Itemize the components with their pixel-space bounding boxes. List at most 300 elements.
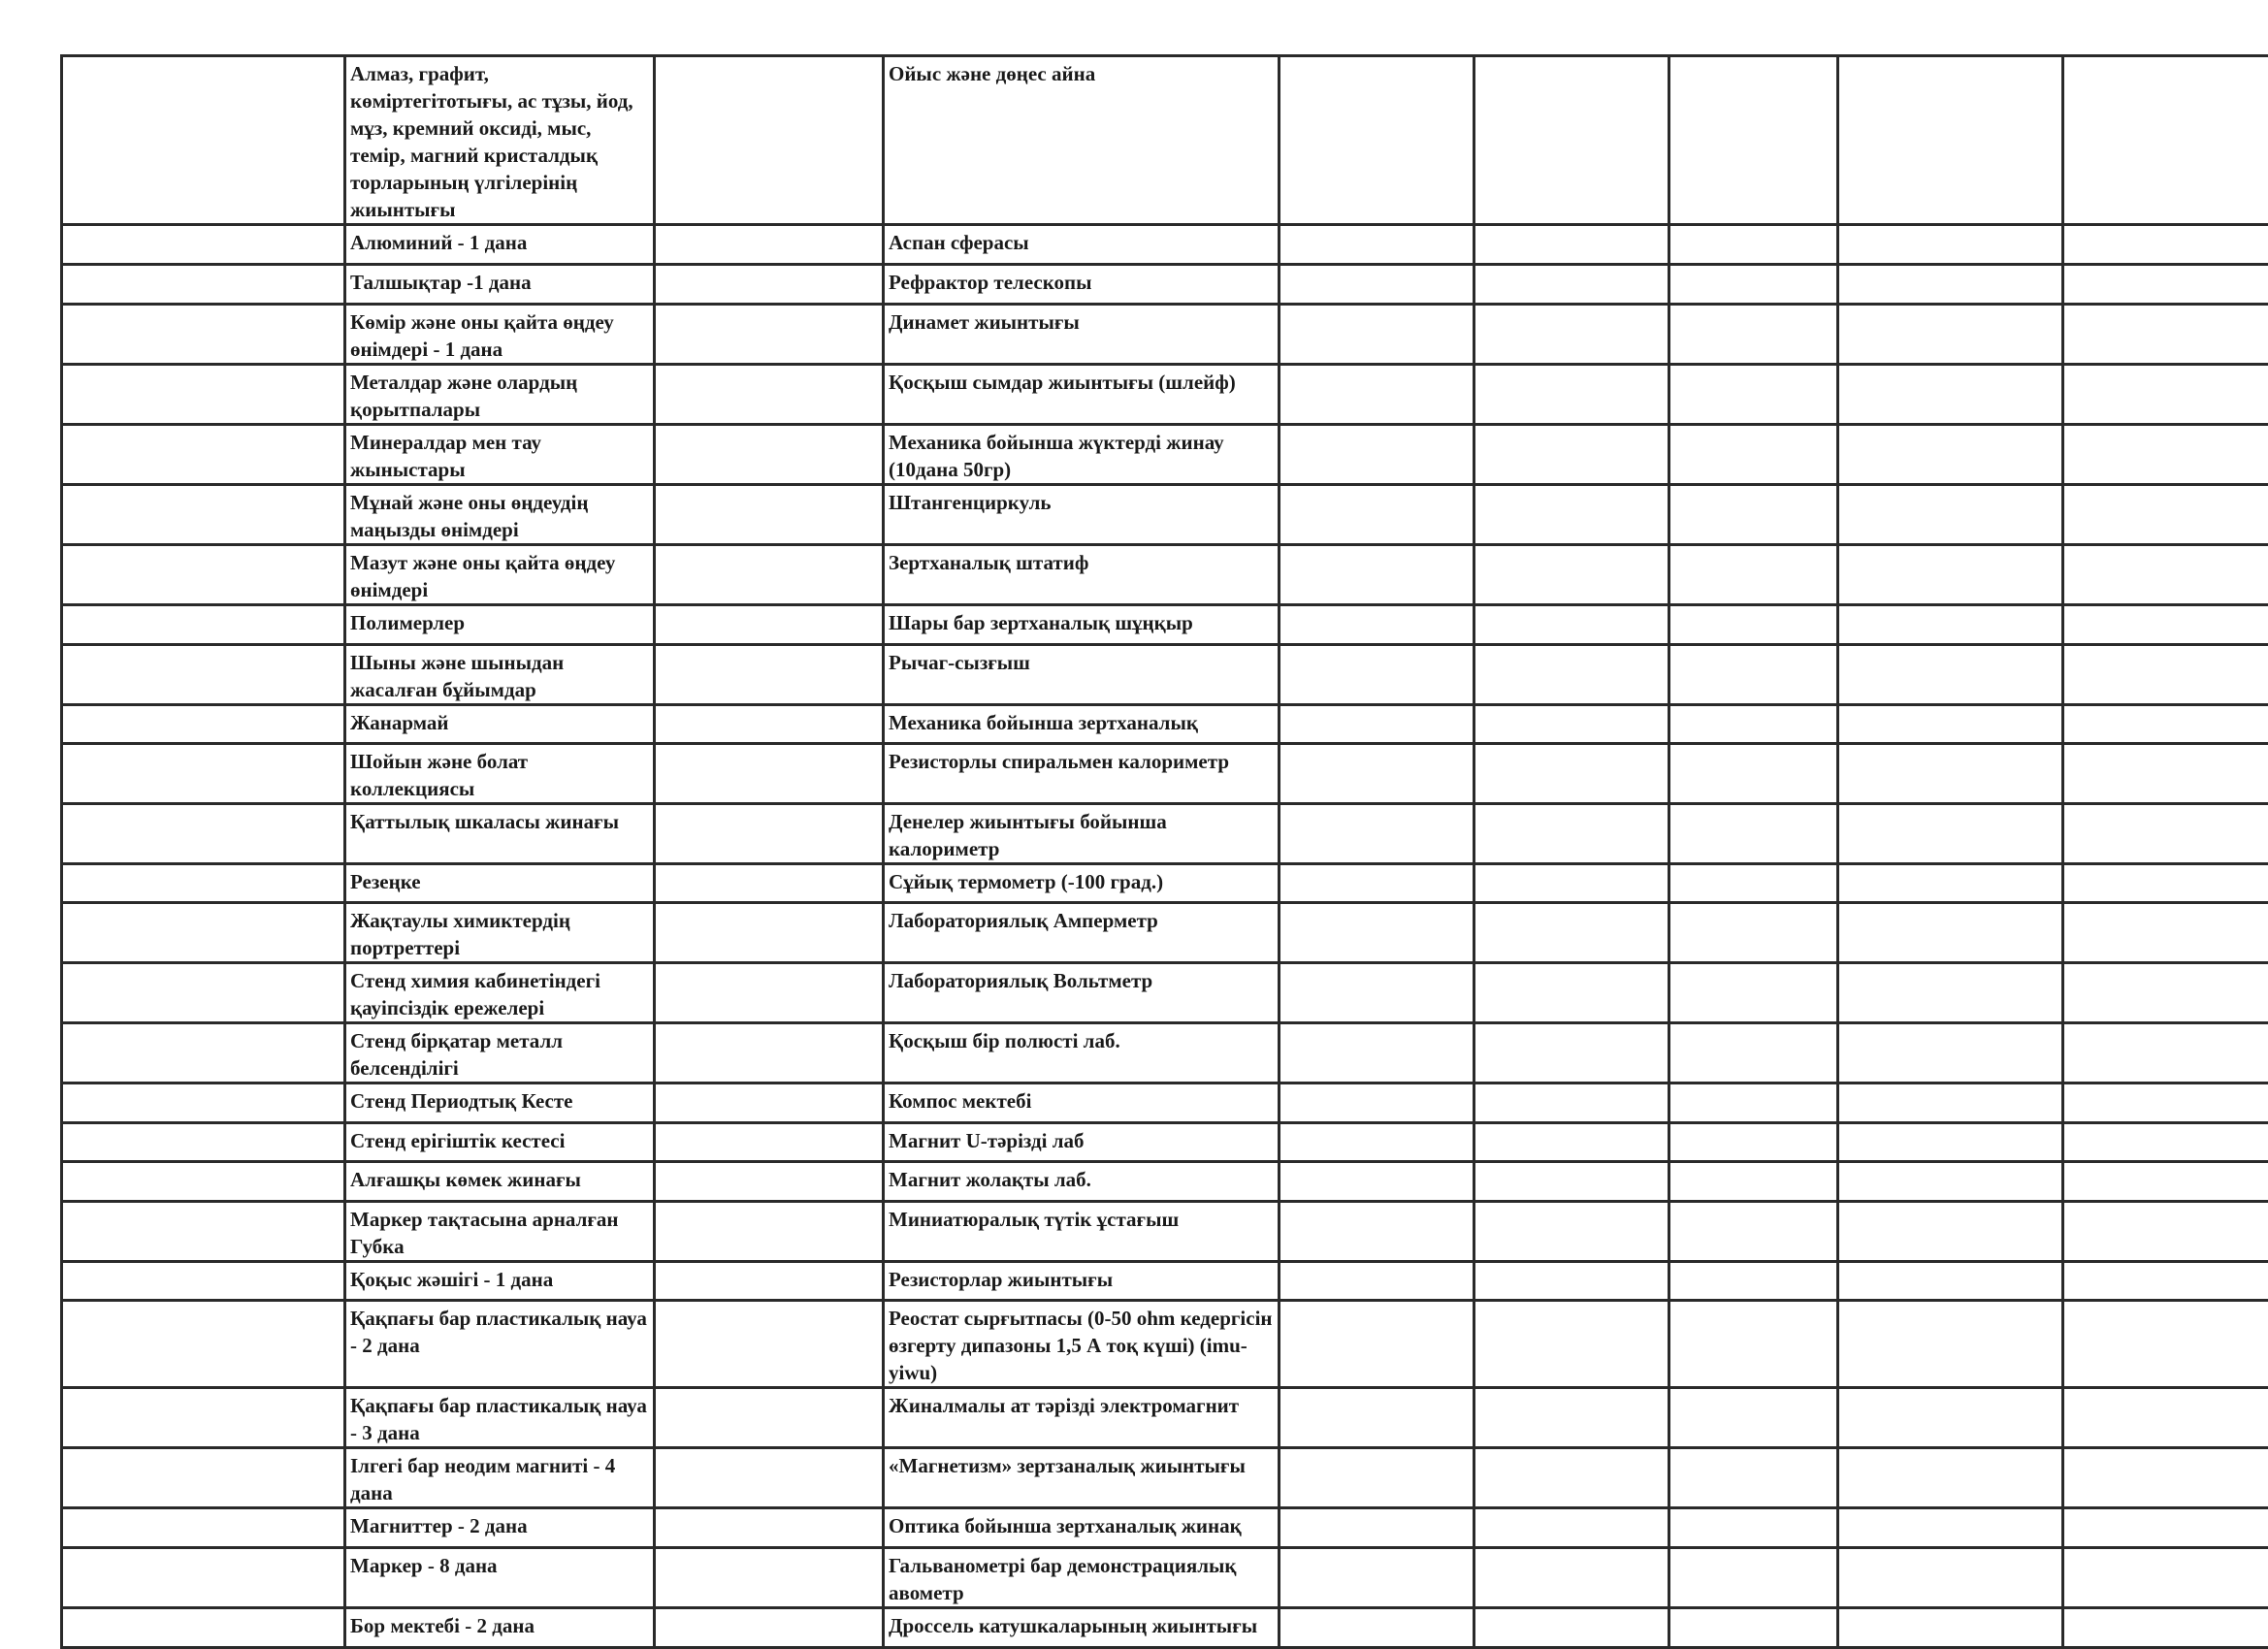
item-name: Металдар және олардың қорытпалары: [350, 369, 649, 423]
item-name-cell: [345, 56, 655, 225]
table-body: [62, 56, 2268, 1648]
empty-cell: [2063, 1023, 2268, 1083]
item-name-cell: [345, 1023, 655, 1083]
empty-cell: [1474, 1548, 1669, 1608]
empty-cell: [1669, 903, 1838, 963]
item-name-cell: [345, 1301, 655, 1388]
empty-cell: [1838, 1508, 2063, 1548]
equipment-name: Ойыс және дөңес айна: [889, 60, 1274, 87]
equipment-name: Магнит жолақты лаб.: [889, 1166, 1274, 1193]
empty-cell: [2063, 605, 2268, 645]
inventory-table: [60, 54, 2268, 1649]
equipment-name: Магнит U-тәрізді лаб: [889, 1127, 1274, 1154]
empty-cell: [2063, 425, 2268, 485]
empty-cell: [1474, 1508, 1669, 1548]
table-row: [62, 225, 2268, 265]
equipment-name: Қосқыш бір полюсті лаб.: [889, 1027, 1274, 1054]
empty-cell: [2063, 1083, 2268, 1123]
item-name-cell: [345, 545, 655, 605]
equipment-name: Динамет жиынтығы: [889, 308, 1274, 336]
empty-cell: [655, 605, 884, 645]
empty-cell: [1838, 963, 2063, 1023]
item-name-cell: [345, 1608, 655, 1648]
equipment-name-cell: [884, 1123, 1280, 1162]
empty-cell: [2063, 1202, 2268, 1262]
equipment-name: Денелер жиынтығы бойынша калориметр: [889, 808, 1274, 862]
empty-cell: [62, 365, 345, 425]
empty-cell: [2063, 1262, 2268, 1301]
item-name: Шойын және болат коллекциясы: [350, 748, 649, 802]
item-name: Резеңке: [350, 868, 649, 895]
equipment-name-cell: [884, 1548, 1280, 1608]
empty-cell: [62, 1448, 345, 1508]
empty-cell: [1669, 645, 1838, 705]
item-name: Маркер тақтасына арналған Губка: [350, 1206, 649, 1260]
empty-cell: [655, 545, 884, 605]
empty-cell: [62, 1388, 345, 1448]
empty-cell: [1669, 1202, 1838, 1262]
item-name: Көмір және оны қайта өңдеу өнімдері - 1 дана: [350, 308, 649, 363]
empty-cell: [2063, 365, 2268, 425]
table-row: [62, 963, 2268, 1023]
empty-cell: [1838, 1123, 2063, 1162]
item-name: Маркер - 8 дана: [350, 1552, 649, 1579]
item-name: Талшықтар -1 дана: [350, 269, 649, 296]
empty-cell: [1838, 705, 2063, 744]
empty-cell: [655, 485, 884, 545]
table-row: [62, 705, 2268, 744]
table-row: [62, 1548, 2268, 1608]
equipment-name-cell: [884, 1508, 1280, 1548]
empty-cell: [1669, 1162, 1838, 1202]
equipment-name: Шары бар зертханалық шұңқыр: [889, 609, 1274, 636]
item-name: Стенд ерігіштік кестесі: [350, 1127, 649, 1154]
table-row: [62, 1301, 2268, 1388]
empty-cell: [62, 1083, 345, 1123]
empty-cell: [2063, 744, 2268, 804]
empty-cell: [2063, 1608, 2268, 1648]
empty-cell: [1669, 1388, 1838, 1448]
equipment-name: Рефрактор телескопы: [889, 269, 1274, 296]
empty-cell: [1474, 605, 1669, 645]
empty-cell: [1669, 605, 1838, 645]
empty-cell: [1474, 903, 1669, 963]
empty-cell: [62, 744, 345, 804]
equipment-name-cell: [884, 1023, 1280, 1083]
empty-cell: [655, 56, 884, 225]
empty-cell: [2063, 903, 2268, 963]
item-name: Стенд бірқатар металл белсенділігі: [350, 1027, 649, 1082]
empty-cell: [1838, 1083, 2063, 1123]
empty-cell: [2063, 1301, 2268, 1388]
item-name-cell: [345, 425, 655, 485]
empty-cell: [2063, 305, 2268, 365]
equipment-name-cell: [884, 705, 1280, 744]
empty-cell: [1838, 56, 2063, 225]
item-name: Мұнай және оны өңдеудің маңызды өнімдері: [350, 489, 649, 543]
item-name: Ілгегі бар неодим магниті - 4 дана: [350, 1452, 649, 1506]
empty-cell: [1280, 864, 1474, 903]
empty-cell: [62, 1023, 345, 1083]
table-row: [62, 903, 2268, 963]
empty-cell: [1669, 305, 1838, 365]
empty-cell: [1280, 744, 1474, 804]
equipment-name-cell: [884, 744, 1280, 804]
equipment-name-cell: [884, 605, 1280, 645]
item-name: Жақтаулы химиктердің портреттері: [350, 907, 649, 961]
equipment-name-cell: [884, 1162, 1280, 1202]
table-row: [62, 305, 2268, 365]
equipment-name-cell: [884, 425, 1280, 485]
empty-cell: [1838, 1388, 2063, 1448]
empty-cell: [1474, 56, 1669, 225]
empty-cell: [655, 705, 884, 744]
table-row: [62, 1508, 2268, 1548]
equipment-name: Зертханалық штатиф: [889, 549, 1274, 576]
empty-cell: [1280, 1608, 1474, 1648]
item-name: Стенд химия кабинетіндегі қауіпсіздік ережелері: [350, 967, 649, 1021]
table-row: [62, 1608, 2268, 1648]
equipment-name-cell: [884, 225, 1280, 265]
item-name: Қаттылық шкаласы жинағы: [350, 808, 649, 835]
equipment-name: Аспан сферасы: [889, 229, 1274, 256]
table-row: [62, 1023, 2268, 1083]
item-name-cell: [345, 265, 655, 305]
empty-cell: [1280, 225, 1474, 265]
empty-cell: [1838, 903, 2063, 963]
empty-cell: [655, 864, 884, 903]
table-row: [62, 485, 2268, 545]
empty-cell: [1474, 1608, 1669, 1648]
empty-cell: [1280, 645, 1474, 705]
equipment-name-cell: [884, 1202, 1280, 1262]
empty-cell: [1474, 545, 1669, 605]
item-name-cell: [345, 744, 655, 804]
empty-cell: [62, 1508, 345, 1548]
empty-cell: [1280, 425, 1474, 485]
equipment-name-cell: [884, 1448, 1280, 1508]
empty-cell: [1669, 1508, 1838, 1548]
item-name-cell: [345, 1548, 655, 1608]
table-row: [62, 545, 2268, 605]
empty-cell: [2063, 485, 2268, 545]
empty-cell: [1474, 1162, 1669, 1202]
empty-cell: [1474, 1448, 1669, 1508]
item-name-cell: [345, 645, 655, 705]
item-name-cell: [345, 1123, 655, 1162]
empty-cell: [62, 1123, 345, 1162]
empty-cell: [2063, 1548, 2268, 1608]
item-name-cell: [345, 705, 655, 744]
empty-cell: [1838, 645, 2063, 705]
equipment-name: Дроссель катушкаларының жиынтығы: [889, 1612, 1274, 1639]
empty-cell: [1669, 225, 1838, 265]
item-name-cell: [345, 225, 655, 265]
empty-cell: [655, 1202, 884, 1262]
empty-cell: [62, 1608, 345, 1648]
empty-cell: [1838, 1202, 2063, 1262]
empty-cell: [1669, 705, 1838, 744]
empty-cell: [1838, 1162, 2063, 1202]
empty-cell: [1280, 1508, 1474, 1548]
empty-cell: [1669, 545, 1838, 605]
empty-cell: [1838, 1023, 2063, 1083]
empty-cell: [62, 1202, 345, 1262]
table-row: [62, 56, 2268, 225]
equipment-name-cell: [884, 1262, 1280, 1301]
empty-cell: [62, 1262, 345, 1301]
equipment-name-cell: [884, 265, 1280, 305]
empty-cell: [2063, 1388, 2268, 1448]
empty-cell: [1474, 963, 1669, 1023]
equipment-name-cell: [884, 1301, 1280, 1388]
item-name-cell: [345, 305, 655, 365]
empty-cell: [1838, 225, 2063, 265]
empty-cell: [1280, 305, 1474, 365]
equipment-name: «Магнетизм» зертзаналық жиынтығы: [889, 1452, 1274, 1479]
equipment-name: Қосқыш сымдар жиынтығы (шлейф): [889, 369, 1274, 396]
equipment-name-cell: [884, 545, 1280, 605]
item-name-cell: [345, 903, 655, 963]
empty-cell: [62, 425, 345, 485]
empty-cell: [1838, 1548, 2063, 1608]
equipment-name: Резисторлар жиынтығы: [889, 1266, 1274, 1293]
table-row: [62, 1262, 2268, 1301]
item-name: Полимерлер: [350, 609, 649, 636]
empty-cell: [2063, 56, 2268, 225]
empty-cell: [1474, 804, 1669, 864]
table-row: [62, 1202, 2268, 1262]
item-name: Қақпағы бар пластикалық науа - 3 дана: [350, 1392, 649, 1446]
empty-cell: [2063, 1508, 2268, 1548]
empty-cell: [1669, 485, 1838, 545]
table-row: [62, 1083, 2268, 1123]
empty-cell: [1838, 804, 2063, 864]
empty-cell: [1669, 864, 1838, 903]
equipment-name: Реостат сырғытпасы (0-50 ohm кедергісін өзгерту дипазоны 1,5 А тоқ күші) (imu-yiwu): [889, 1305, 1274, 1386]
empty-cell: [1280, 485, 1474, 545]
empty-cell: [1280, 1083, 1474, 1123]
empty-cell: [1280, 56, 1474, 225]
item-name: Стенд Периодтық Кесте: [350, 1087, 649, 1115]
empty-cell: [655, 305, 884, 365]
equipment-name-cell: [884, 1388, 1280, 1448]
empty-cell: [62, 1162, 345, 1202]
empty-cell: [1280, 1301, 1474, 1388]
empty-cell: [1838, 365, 2063, 425]
item-name: Мазут және оны қайта өңдеу өнімдері: [350, 549, 649, 603]
item-name-cell: [345, 1162, 655, 1202]
empty-cell: [1280, 705, 1474, 744]
empty-cell: [1474, 744, 1669, 804]
equipment-name: Оптика бойынша зертханалық жинақ: [889, 1512, 1274, 1539]
empty-cell: [1838, 1262, 2063, 1301]
item-name: Алюминий - 1 дана: [350, 229, 649, 256]
empty-cell: [62, 605, 345, 645]
empty-cell: [655, 265, 884, 305]
empty-cell: [1474, 1083, 1669, 1123]
equipment-name-cell: [884, 365, 1280, 425]
empty-cell: [1474, 1301, 1669, 1388]
equipment-name-cell: [884, 305, 1280, 365]
empty-cell: [1838, 1608, 2063, 1648]
empty-cell: [1838, 1301, 2063, 1388]
item-name-cell: [345, 605, 655, 645]
empty-cell: [1280, 903, 1474, 963]
empty-cell: [2063, 963, 2268, 1023]
table-row: [62, 1162, 2268, 1202]
empty-cell: [1669, 1548, 1838, 1608]
empty-cell: [1474, 1388, 1669, 1448]
item-name-cell: [345, 1202, 655, 1262]
empty-cell: [1474, 864, 1669, 903]
empty-cell: [62, 1301, 345, 1388]
empty-cell: [655, 903, 884, 963]
empty-cell: [2063, 705, 2268, 744]
empty-cell: [1838, 605, 2063, 645]
empty-cell: [1280, 365, 1474, 425]
empty-cell: [1280, 1123, 1474, 1162]
empty-cell: [62, 963, 345, 1023]
empty-cell: [655, 744, 884, 804]
empty-cell: [1669, 1123, 1838, 1162]
equipment-name-cell: [884, 963, 1280, 1023]
item-name-cell: [345, 1262, 655, 1301]
table-row: [62, 1388, 2268, 1448]
empty-cell: [1280, 605, 1474, 645]
empty-cell: [1474, 485, 1669, 545]
empty-cell: [1669, 1023, 1838, 1083]
empty-cell: [62, 864, 345, 903]
empty-cell: [1669, 1262, 1838, 1301]
item-name: Қоқыс жәшігі - 1 дана: [350, 1266, 649, 1293]
empty-cell: [1280, 1448, 1474, 1508]
empty-cell: [1669, 265, 1838, 305]
empty-cell: [1280, 804, 1474, 864]
empty-cell: [1474, 1023, 1669, 1083]
equipment-name-cell: [884, 903, 1280, 963]
equipment-name: Гальванометрі бар демонстрациялық авометр: [889, 1552, 1274, 1606]
empty-cell: [1474, 425, 1669, 485]
empty-cell: [1474, 705, 1669, 744]
empty-cell: [1838, 485, 2063, 545]
empty-cell: [1280, 963, 1474, 1023]
equipment-name: Механика бойынша жүктерді жинау (10дана 50гр): [889, 429, 1274, 483]
empty-cell: [655, 804, 884, 864]
item-name: Алмаз, графит, көміртегітотығы, ас тұзы, йод, мұз, кремний оксиді, мыс, темір, магний кристалдық торларының үлгілерінің жиынтығы: [350, 60, 649, 223]
equipment-name-cell: [884, 804, 1280, 864]
empty-cell: [2063, 265, 2268, 305]
table-row: [62, 864, 2268, 903]
equipment-name: Лабораториялық Амперметр: [889, 907, 1274, 934]
table-row: [62, 365, 2268, 425]
item-name: Бор мектебі - 2 дана: [350, 1612, 649, 1639]
empty-cell: [62, 485, 345, 545]
empty-cell: [62, 903, 345, 963]
empty-cell: [1838, 265, 2063, 305]
equipment-name: Штангенциркуль: [889, 489, 1274, 516]
empty-cell: [655, 1608, 884, 1648]
empty-cell: [1474, 1123, 1669, 1162]
empty-cell: [655, 1162, 884, 1202]
empty-cell: [1669, 56, 1838, 225]
empty-cell: [2063, 645, 2268, 705]
empty-cell: [1669, 963, 1838, 1023]
item-name-cell: [345, 485, 655, 545]
empty-cell: [655, 1548, 884, 1608]
table-row: [62, 1448, 2268, 1508]
empty-cell: [1474, 1262, 1669, 1301]
empty-cell: [62, 645, 345, 705]
empty-cell: [1474, 645, 1669, 705]
empty-cell: [2063, 1123, 2268, 1162]
equipment-name-cell: [884, 56, 1280, 225]
empty-cell: [1474, 305, 1669, 365]
empty-cell: [1669, 1083, 1838, 1123]
equipment-name: Компос мектебі: [889, 1087, 1274, 1115]
empty-cell: [1474, 1202, 1669, 1262]
item-name-cell: [345, 1388, 655, 1448]
empty-cell: [655, 1123, 884, 1162]
empty-cell: [655, 365, 884, 425]
table-row: [62, 645, 2268, 705]
empty-cell: [655, 645, 884, 705]
empty-cell: [62, 305, 345, 365]
empty-cell: [655, 425, 884, 485]
empty-cell: [1669, 1301, 1838, 1388]
item-name-cell: [345, 1083, 655, 1123]
item-name: Алғашқы көмек жинағы: [350, 1166, 649, 1193]
empty-cell: [1669, 365, 1838, 425]
table-row: [62, 1123, 2268, 1162]
empty-cell: [1669, 1608, 1838, 1648]
table-row: [62, 804, 2268, 864]
item-name: Қақпағы бар пластикалық науа - 2 дана: [350, 1305, 649, 1359]
empty-cell: [1474, 225, 1669, 265]
empty-cell: [655, 1301, 884, 1388]
empty-cell: [655, 1083, 884, 1123]
empty-cell: [655, 1023, 884, 1083]
item-name-cell: [345, 1448, 655, 1508]
empty-cell: [2063, 864, 2268, 903]
empty-cell: [655, 1388, 884, 1448]
equipment-name: Жиналмалы ат тәрізді электромагнит: [889, 1392, 1274, 1419]
empty-cell: [62, 705, 345, 744]
empty-cell: [62, 56, 345, 225]
table-row: [62, 744, 2268, 804]
empty-cell: [655, 1448, 884, 1508]
empty-cell: [2063, 545, 2268, 605]
empty-cell: [1838, 545, 2063, 605]
empty-cell: [1280, 1023, 1474, 1083]
equipment-name-cell: [884, 864, 1280, 903]
empty-cell: [62, 225, 345, 265]
table-row: [62, 265, 2268, 305]
empty-cell: [1280, 265, 1474, 305]
item-name: Минералдар мен тау жыныстары: [350, 429, 649, 483]
inventory-sheet: [60, 54, 2268, 1649]
empty-cell: [1669, 804, 1838, 864]
item-name-cell: [345, 365, 655, 425]
empty-cell: [1838, 305, 2063, 365]
empty-cell: [1474, 265, 1669, 305]
empty-cell: [62, 545, 345, 605]
empty-cell: [62, 804, 345, 864]
empty-cell: [1838, 425, 2063, 485]
equipment-name-cell: [884, 645, 1280, 705]
equipment-name: Лабораториялық Вольтметр: [889, 967, 1274, 994]
empty-cell: [655, 225, 884, 265]
